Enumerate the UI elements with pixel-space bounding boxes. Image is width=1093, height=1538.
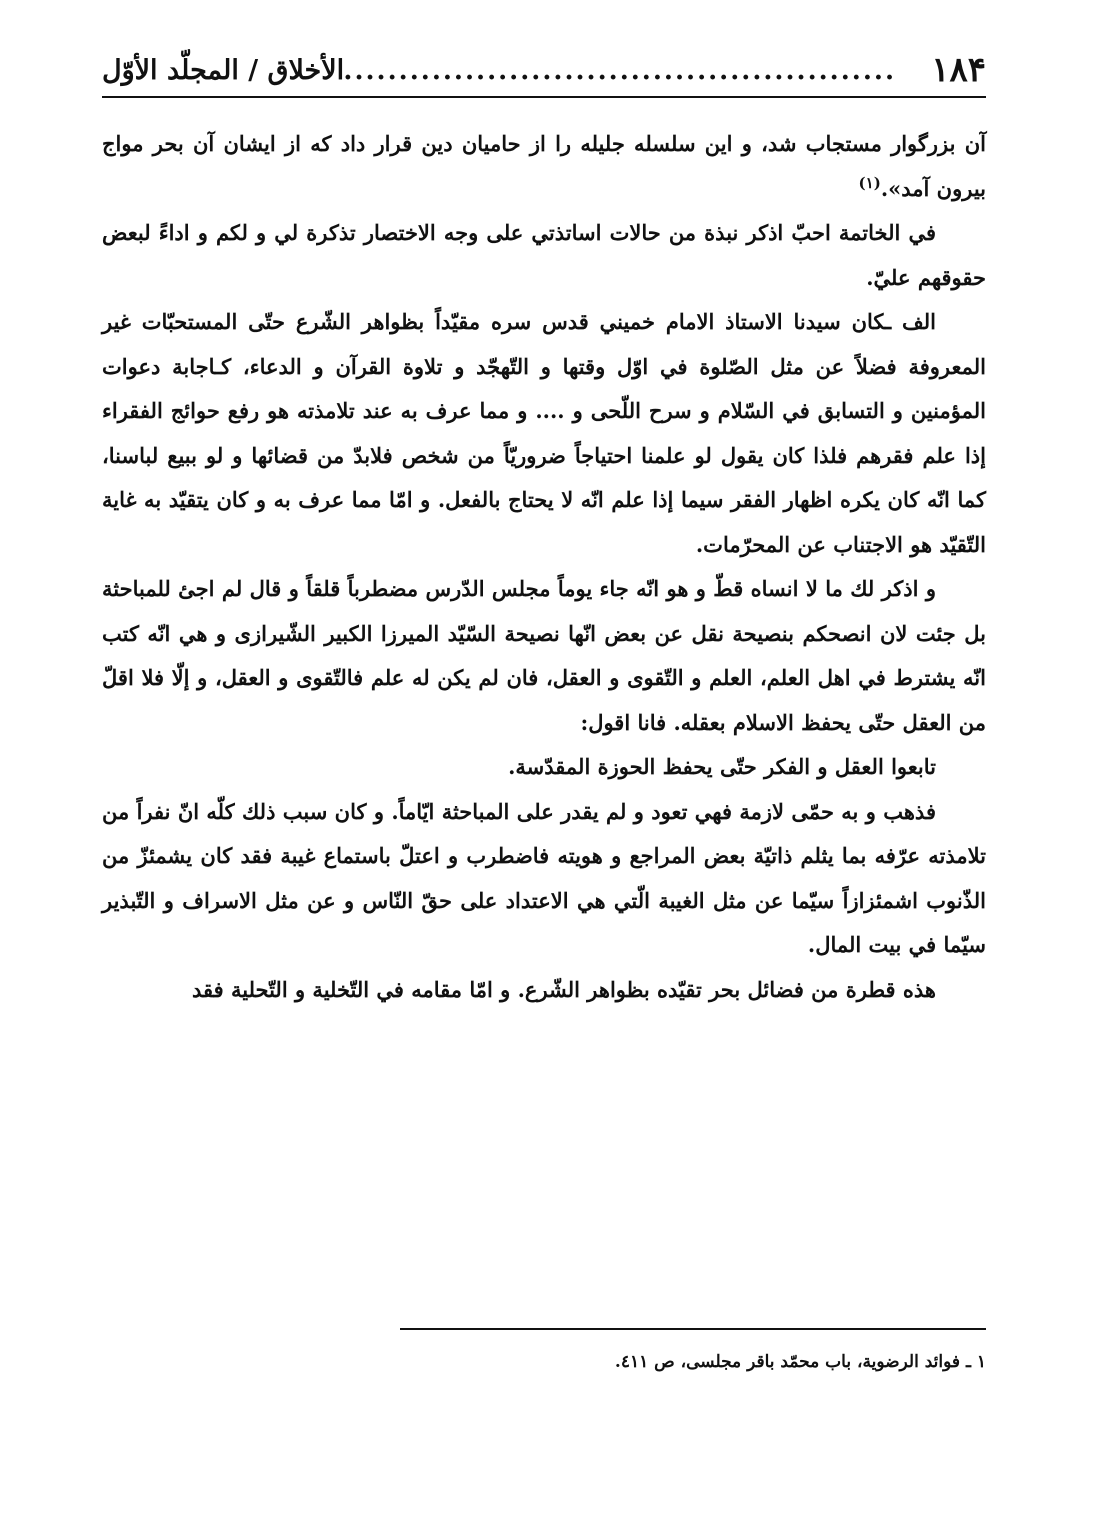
- paragraph-1: [102, 122, 986, 211]
- running-title: الأخلاق / المجلّد الأوّل: [102, 55, 345, 86]
- body-text: [102, 122, 986, 1012]
- header-rule: [102, 96, 986, 98]
- paragraph-4: و اذكر لك ما لا انساه قطّ و هو انّه جاء يوماً مجلس الدّرس مضطرباً قلقاً و قال لم اجئ للمباحثة بل جئت لان انصحكم بنصيحة نقل عن بعض انّها نصيحة السّيّد الميرزا الكبير الشّيرازى و هي انّه كتب انّه يشترط في اهل العلم، العلم و التّقوى و العقل، فان لم يكن له علم فالتّقوى و العقل، و إلّا فلا اقلّ من العقل حتّى يحفظ الاسلام بعقله. فانا اقول:: [102, 576, 986, 735]
- footnote: ١ ـ فوائد الرضوية، باب محمّد باقر مجلسى، ص ٤١١.: [614, 1352, 986, 1372]
- footnote-reference: (١): [858, 173, 881, 192]
- paragraph-7: هذه قطرة من فضائل بحر تقيّده بظواهر الشّرع. و امّا مقامه في التّخلية و التّحلية فقد: [192, 976, 936, 1002]
- paragraph-2: في الخاتمة احبّ اذكر نبذة من حالات اساتذتي على وجه الاختصار تذكرة لي و لكم و اداءً لبعض حقوقهم عليّ.: [102, 220, 986, 290]
- paragraph-3: الف ـكان سيدنا الاستاذ الامام خميني قدس سره مقيّداً بظواهر الشّرع حتّى المستحبّات غير المعروفة فضلاً عن مثل الصّلوة في اوّل وقتها و التّهجّد و تلاوة القرآن و الدعاء، كـاجابة دعوات المؤمنين و التسابق في السّلام و سرح اللّحى و .... و مما عرف به عند تلامذته هو رفع حوائج الفقراء إذا علم فقرهم فلذا كان يقول لو علمنا احتياجاً ضروريّاً من شخص فلابدّ من قضائها و لو ببيع لباسنا، كما انّه كان يكره اظهار الفقر سيما إذا علم انّه لا يحتاج بالفعل. و امّا مما عرف به و كان يتقيّد به غاية التّقيّد هو الاجتناب عن المحرّمات.: [102, 309, 986, 557]
- header-leader-dots: ..................................................: [343, 56, 896, 86]
- paragraph-5: تابعوا العقل و الفكر حتّى يحفظ الحوزة المقدّسة.: [508, 754, 936, 779]
- page-number: ١٨۴: [931, 50, 986, 90]
- paragraph-6: فذهب و به حمّى لازمة فهي تعود و لم يقدر على المباحثة ايّاماً. و كان سبب ذلك كلّه انّ نفراً من تلامذته عرّفه بما يثلم ذاتيّة بعض المراجع و هويته فاضطرب و اعتلّ باستماع غيبة فقد كان يشمئزّ من الذّنوب اشمئزازاً سيّما عن مثل الغيبة الّتي هي الاعتداد على حقّ النّاس و عن مثل الاسراف و التّبذير سيّما في بيت المال.: [102, 798, 986, 957]
- paragraph-1-text: آن بزرگوار مستجاب شد، و اين سلسله جليله را از حاميان دين قرار داد که از ايشان آن بحر مواج بيرون آمد».: [102, 131, 986, 201]
- footnote-rule: [400, 1328, 986, 1330]
- page-header: [102, 48, 986, 98]
